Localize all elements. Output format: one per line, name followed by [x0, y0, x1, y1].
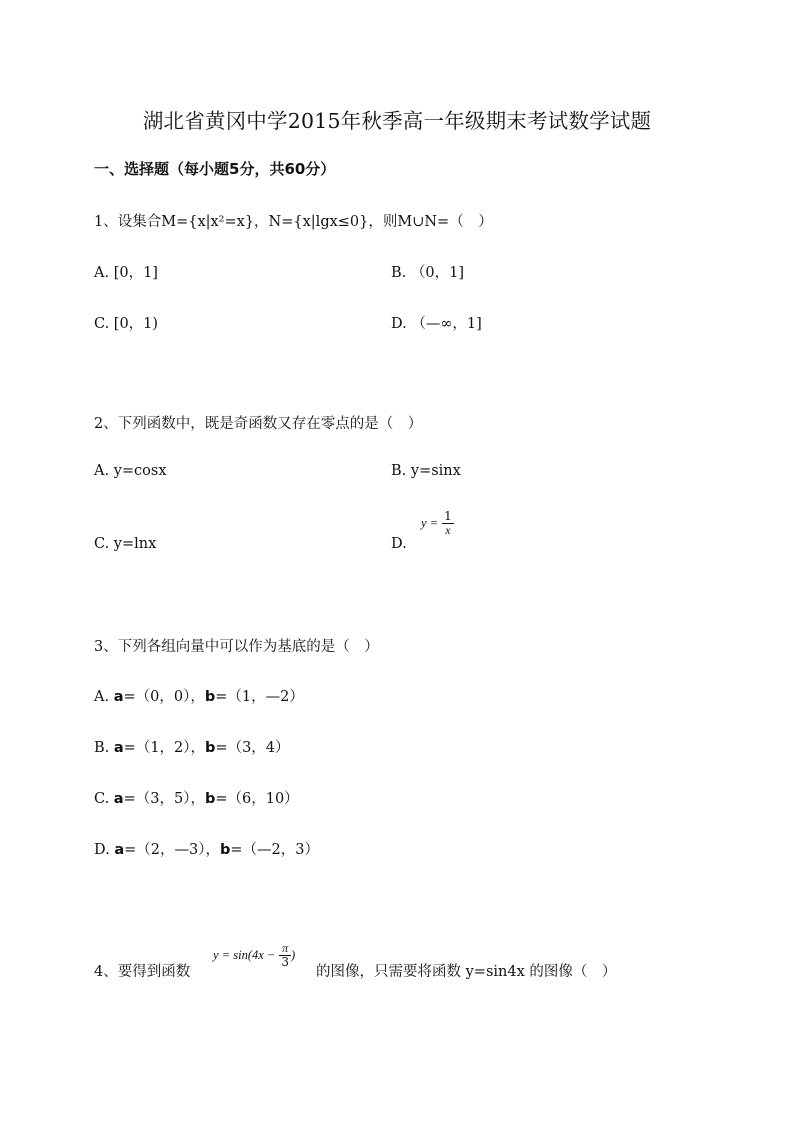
vector-a-value: =（1，2），	[123, 740, 206, 756]
question-2-option-c: C. y=lnx	[94, 536, 157, 552]
fraction-numerator: 1	[444, 509, 452, 523]
option-letter: A.	[94, 689, 114, 705]
vector-b: b	[205, 740, 216, 756]
question-1-stem: 1、设集合M={x|x²=x}，N={x|lgx≤0}，则M∪N=（ ）	[94, 214, 493, 230]
vector-b-value: =（3，4）	[215, 740, 290, 756]
question-1-option-c: C. [0，1)	[94, 316, 159, 332]
vector-b-value: =（6，10）	[215, 791, 299, 807]
question-3-option-a	[94, 685, 304, 706]
fraction	[279, 942, 291, 969]
formula-lhs: y = sin(4x −	[213, 948, 276, 962]
vector-b-value: =（1，—2）	[215, 689, 304, 705]
vector-b: b	[219, 842, 231, 858]
vector-a: a	[113, 740, 124, 756]
option-letter: C.	[94, 791, 114, 807]
fraction-denominator: 3	[281, 955, 289, 969]
question-1-option-d: D. （—∞，1]	[391, 316, 482, 332]
section-heading: 一、选择题（每小题5分，共60分）	[94, 160, 336, 178]
vector-b-value: =（—2，3）	[230, 842, 319, 858]
fraction-numerator: π	[279, 942, 291, 956]
question-4-suffix: 的图像，只需要将函数 y=sin4x 的图像（ ）	[316, 964, 617, 980]
vector-a-value: =（3，5），	[123, 791, 205, 807]
vector-a: a	[113, 689, 124, 705]
question-1-option-b: B. （0，1]	[391, 265, 464, 281]
question-3-option-b	[94, 736, 290, 757]
question-1-option-a: A. [0，1]	[94, 265, 158, 281]
option-letter: D.	[94, 842, 115, 858]
vector-a: a	[114, 842, 125, 858]
option-letter: B.	[94, 740, 114, 756]
vector-b: b	[204, 689, 216, 705]
formula-close: )	[290, 948, 296, 962]
question-3-stem: 3、下列各组向量中可以作为基底的是（ ）	[94, 639, 379, 655]
question-4-prefix: 4、要得到函数	[94, 964, 191, 980]
vector-a-value: =（0，0），	[123, 689, 205, 705]
fraction-denominator: x	[445, 523, 451, 537]
question-4-formula	[213, 942, 295, 969]
vector-a: a	[113, 791, 124, 807]
question-2-option-b: B. y=sinx	[391, 463, 461, 479]
fraction	[442, 510, 454, 537]
question-3-option-d	[94, 838, 319, 859]
question-2-option-d-label: D.	[391, 536, 407, 552]
vector-b: b	[204, 791, 216, 807]
question-2-stem: 2、下列函数中，既是奇函数又存在零点的是（ ）	[94, 416, 423, 432]
question-2-option-d-formula	[421, 510, 454, 537]
vector-a-value: =（2，—3），	[124, 842, 220, 858]
formula-lhs: y =	[421, 516, 439, 530]
question-3-option-c	[94, 787, 299, 808]
question-2-option-a: A. y=cosx	[94, 463, 167, 479]
page-title: 湖北省黄冈中学2015年秋季高一年级期末考试数学试题	[142, 109, 652, 133]
